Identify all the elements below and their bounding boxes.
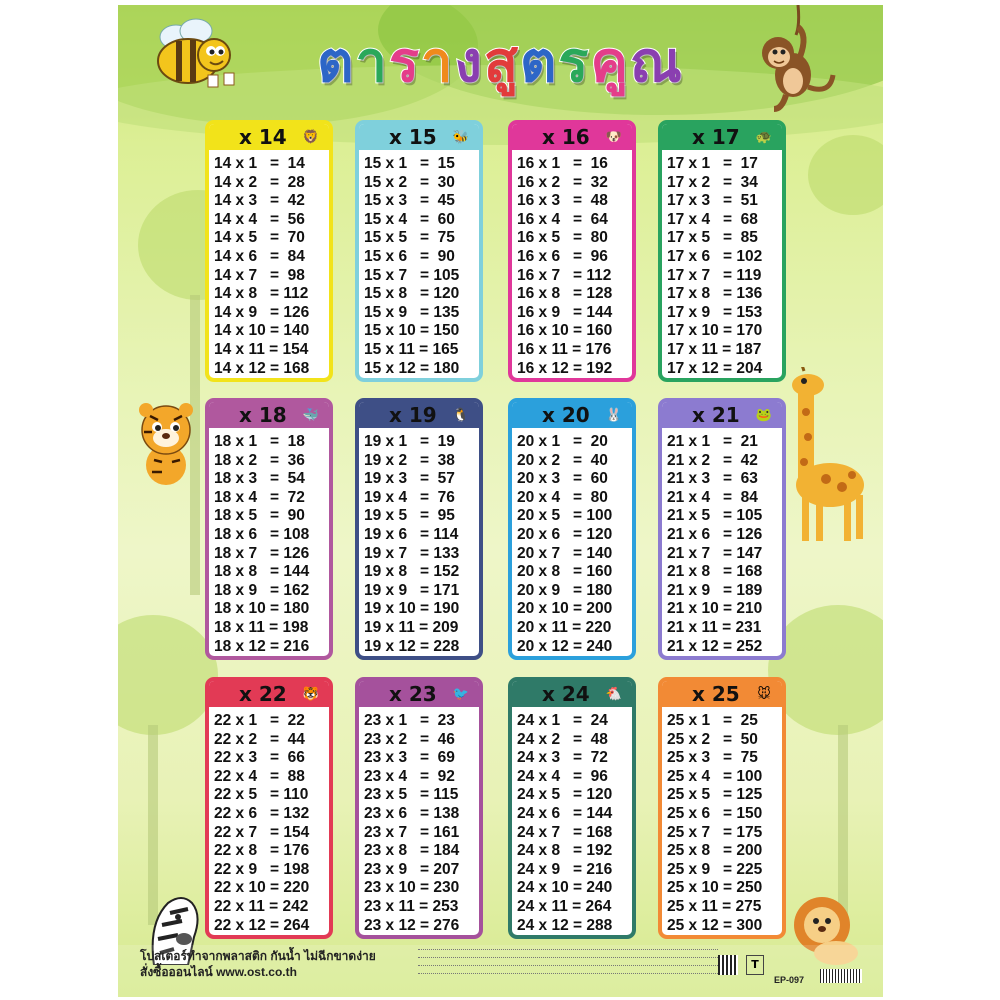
- times-table-row: 22 x 9 = 198: [214, 860, 310, 878]
- times-table-row: 16 x 6 = 96: [517, 247, 608, 265]
- times-table-row: 14 x 5 = 70: [214, 229, 305, 247]
- times-table-row: 22 x 7 = 154: [214, 823, 310, 841]
- times-table-row: 24 x 1 = 24: [517, 712, 608, 729]
- times-table-row: 15 x 12 = 180: [364, 359, 460, 377]
- times-table-row: 20 x 4 = 80: [517, 488, 608, 506]
- times-table-row: 18 x 10 = 180: [214, 600, 310, 618]
- times-table-row: 15 x 5 = 75: [364, 229, 455, 247]
- chicken-icon: 🐔: [605, 686, 623, 702]
- times-table-card: [508, 398, 636, 660]
- times-table-row: 18 x 9 = 162: [214, 581, 310, 599]
- times-table-row: 22 x 12 = 264: [214, 916, 310, 934]
- times-table-row: 17 x 12 = 204: [667, 359, 763, 377]
- times-table-row: 23 x 5 = 115: [364, 786, 459, 804]
- times-table-row: 20 x 3 = 60: [517, 470, 608, 488]
- times-table-row: 20 x 1 = 20: [517, 433, 608, 450]
- times-table-row: 19 x 5 = 95: [364, 507, 455, 525]
- title-glyph: คู: [590, 29, 630, 95]
- product-code: EP-097: [774, 975, 805, 985]
- times-table-row: 18 x 11 = 198: [214, 618, 309, 636]
- bee-icon: [148, 15, 258, 95]
- times-table-row: 16 x 2 = 32: [517, 173, 608, 191]
- times-table-row: 16 x 10 = 160: [517, 322, 613, 340]
- times-table-row: 19 x 10 = 190: [364, 600, 460, 618]
- times-table-row: 17 x 10 = 170: [667, 322, 763, 340]
- times-table-row: 14 x 7 = 98: [214, 266, 305, 284]
- background-tree: [808, 135, 883, 215]
- times-table-row: 20 x 12 = 240: [517, 637, 613, 655]
- times-table-row: 16 x 5 = 80: [517, 229, 608, 247]
- times-table-row: 19 x 3 = 57: [364, 470, 455, 488]
- times-table-row: 18 x 6 = 108: [214, 525, 310, 543]
- times-table-row: 17 x 4 = 68: [667, 210, 758, 228]
- times-table-card: [658, 677, 786, 939]
- times-table-row: 20 x 9 = 180: [517, 581, 613, 599]
- monkey-icon: [738, 5, 848, 115]
- times-table-row: 18 x 5 = 90: [214, 507, 305, 525]
- times-table-row: 14 x 11 = 154: [214, 340, 309, 358]
- times-table-row: 16 x 7 = 112: [517, 266, 612, 284]
- times-table-row: 23 x 11 = 253: [364, 897, 459, 915]
- times-table-row: 16 x 12 = 192: [517, 359, 613, 377]
- times-table-title: x 19: [389, 403, 437, 427]
- times-table-row: 23 x 10 = 230: [364, 879, 460, 897]
- times-table-row: 21 x 3 = 63: [667, 470, 758, 488]
- title-glyph: า: [421, 29, 455, 95]
- times-table-row: 16 x 4 = 64: [517, 210, 608, 228]
- times-table-row: 17 x 11 = 187: [667, 340, 762, 358]
- title-glyph: า: [355, 29, 389, 95]
- turtle-icon: 🐢: [755, 129, 773, 145]
- times-table-row: 20 x 8 = 160: [517, 563, 613, 581]
- times-table-row: 14 x 8 = 112: [214, 285, 309, 303]
- barcode-icon: [820, 969, 862, 983]
- times-table-card: [355, 677, 483, 939]
- footer-order-link[interactable]: สั่งซื้อออนไลน์ www.ost.co.th: [140, 965, 297, 979]
- times-table-row: 16 x 1 = 16: [517, 155, 608, 172]
- times-table-row: 22 x 1 = 22: [214, 712, 305, 729]
- times-table-header: [512, 402, 632, 428]
- times-table-card: [205, 398, 333, 660]
- times-table-row: 18 x 12 = 216: [214, 637, 310, 655]
- times-table-row: 21 x 12 = 252: [667, 637, 763, 655]
- times-table-row: 18 x 7 = 126: [214, 544, 310, 562]
- times-table-row: 21 x 1 = 21: [667, 433, 758, 450]
- times-table-row: 15 x 6 = 90: [364, 247, 455, 265]
- times-table-row: 15 x 10 = 150: [364, 322, 460, 340]
- tiger-icon: 🐯: [302, 686, 320, 702]
- times-table-row: 15 x 7 = 105: [364, 266, 460, 284]
- times-table-card: [205, 120, 333, 382]
- times-table-row: 19 x 7 = 133: [364, 544, 460, 562]
- times-table-row: 22 x 5 = 110: [214, 786, 309, 804]
- times-table-title: x 23: [389, 682, 437, 706]
- times-table-row: 17 x 8 = 136: [667, 285, 763, 303]
- times-table-row: 14 x 10 = 140: [214, 322, 310, 340]
- times-table-title: x 14: [239, 125, 287, 149]
- times-table-title: x 21: [692, 403, 740, 427]
- rabbit-icon: 🐰: [605, 407, 623, 423]
- times-table-row: 20 x 5 = 100: [517, 507, 613, 525]
- times-table-title: x 16: [542, 125, 590, 149]
- times-table-row: 17 x 1 = 17: [667, 155, 758, 172]
- times-table-row: 17 x 5 = 85: [667, 229, 758, 247]
- times-table-row: 16 x 8 = 128: [517, 285, 613, 303]
- times-table-row: 19 x 1 = 19: [364, 433, 455, 450]
- times-table-row: 25 x 12 = 300: [667, 916, 763, 934]
- poster: [118, 5, 883, 997]
- times-table-title: x 17: [692, 125, 740, 149]
- times-table-row: 15 x 1 = 15: [364, 155, 455, 172]
- times-table-row: 24 x 10 = 240: [517, 879, 613, 897]
- times-table-title: x 18: [239, 403, 287, 427]
- times-table-row: 25 x 5 = 125: [667, 786, 763, 804]
- times-table-row: 21 x 4 = 84: [667, 488, 758, 506]
- times-table-row: 18 x 4 = 72: [214, 488, 305, 506]
- times-table-row: 17 x 6 = 102: [667, 247, 763, 265]
- times-table-row: 24 x 9 = 216: [517, 860, 613, 878]
- times-table-header: [662, 681, 782, 707]
- times-table-row: 22 x 10 = 220: [214, 879, 310, 897]
- times-table-header: [359, 681, 479, 707]
- giraffe-icon: [786, 367, 872, 547]
- times-table-title: x 20: [542, 403, 590, 427]
- times-table-row: 14 x 12 = 168: [214, 359, 310, 377]
- times-table-row: 22 x 6 = 132: [214, 804, 310, 822]
- times-table-row: 17 x 2 = 34: [667, 173, 758, 191]
- times-table-row: 16 x 3 = 48: [517, 192, 608, 210]
- times-table-title: x 15: [389, 125, 437, 149]
- times-table-row: 23 x 6 = 138: [364, 804, 460, 822]
- times-table-row: 21 x 8 = 168: [667, 563, 763, 581]
- times-table-row: 19 x 8 = 152: [364, 563, 460, 581]
- times-table-row: 15 x 2 = 30: [364, 173, 455, 191]
- times-table-row: 19 x 6 = 114: [364, 525, 459, 543]
- times-table-row: 23 x 2 = 46: [364, 730, 455, 748]
- times-table-row: 24 x 2 = 48: [517, 730, 608, 748]
- times-table-row: 14 x 3 = 42: [214, 192, 305, 210]
- times-table-row: 14 x 4 = 56: [214, 210, 305, 228]
- times-table-row: 17 x 9 = 153: [667, 303, 763, 321]
- times-table-row: 20 x 10 = 200: [517, 600, 613, 618]
- times-table-row: 24 x 4 = 96: [517, 767, 608, 785]
- times-table-row: 25 x 2 = 50: [667, 730, 758, 748]
- times-table-row: 23 x 7 = 161: [364, 823, 460, 841]
- lion-icon: 🦁: [302, 129, 320, 145]
- times-table-row: 25 x 1 = 25: [667, 712, 758, 729]
- times-table-card: [658, 120, 786, 382]
- title-glyph: ร: [558, 29, 591, 95]
- times-table-row: 23 x 4 = 92: [364, 767, 455, 785]
- times-table-row: 20 x 2 = 40: [517, 451, 608, 469]
- times-table-row: 17 x 3 = 51: [667, 192, 758, 210]
- times-table-row: 18 x 8 = 144: [214, 563, 310, 581]
- background-tree-trunk: [838, 725, 848, 915]
- times-table-row: 25 x 10 = 250: [667, 879, 763, 897]
- times-table-row: 21 x 7 = 147: [667, 544, 763, 562]
- footer-note: โปสเตอร์ทำจากพลาสติก กันน้ำ ไม่ฉีกขาดง่าย: [140, 949, 376, 963]
- times-table-row: 24 x 6 = 144: [517, 804, 613, 822]
- times-table-row: 25 x 7 = 175: [667, 823, 763, 841]
- times-table-row: 20 x 6 = 120: [517, 525, 613, 543]
- times-table-row: 24 x 7 = 168: [517, 823, 613, 841]
- times-table-row: 23 x 1 = 23: [364, 712, 455, 729]
- times-table-row: 24 x 8 = 192: [517, 842, 613, 860]
- times-table-row: 18 x 1 = 18: [214, 433, 305, 450]
- times-table-row: 24 x 11 = 264: [517, 897, 612, 915]
- footer-fine-print: [418, 949, 718, 978]
- times-table-row: 18 x 3 = 54: [214, 470, 305, 488]
- whale-icon: 🐳: [302, 407, 320, 423]
- times-table-row: 21 x 6 = 126: [667, 525, 763, 543]
- background-tree: [118, 615, 218, 735]
- times-table-row: 14 x 9 = 126: [214, 303, 310, 321]
- times-table-row: 25 x 11 = 275: [667, 897, 762, 915]
- bee-icon: 🐝: [452, 129, 470, 145]
- title-glyph: ง: [454, 29, 484, 95]
- dog-icon: 🐶: [605, 129, 623, 145]
- times-table-row: 19 x 12 = 228: [364, 637, 460, 655]
- thailand-logo-icon: T: [746, 955, 764, 975]
- times-table-title: x 24: [542, 682, 590, 706]
- times-table-row: 14 x 1 = 14: [214, 155, 305, 172]
- times-table-card: [508, 120, 636, 382]
- times-table-row: 18 x 2 = 36: [214, 451, 305, 469]
- qr-code-icon: [718, 955, 738, 975]
- tiger-icon: [132, 400, 202, 490]
- footer: [118, 945, 883, 997]
- times-table-row: 23 x 8 = 184: [364, 842, 460, 860]
- times-table-header: [662, 124, 782, 150]
- times-table-row: 23 x 9 = 207: [364, 860, 460, 878]
- times-table-header: [512, 124, 632, 150]
- times-table-row: 21 x 2 = 42: [667, 451, 758, 469]
- times-table-row: 25 x 6 = 150: [667, 804, 763, 822]
- times-table-row: 24 x 3 = 72: [517, 749, 608, 767]
- times-table-row: 23 x 3 = 69: [364, 749, 455, 767]
- times-table-row: 16 x 11 = 176: [517, 340, 612, 358]
- times-table-row: 19 x 2 = 38: [364, 451, 455, 469]
- times-table-row: 25 x 9 = 225: [667, 860, 763, 878]
- times-table-row: 14 x 6 = 84: [214, 247, 305, 265]
- title-glyph: สู: [483, 29, 520, 95]
- penguin-icon: 🐧: [452, 407, 470, 423]
- title-glyph: ต: [520, 29, 559, 95]
- times-table-card: [205, 677, 333, 939]
- times-table-row: 22 x 3 = 66: [214, 749, 305, 767]
- times-table-row: 25 x 3 = 75: [667, 749, 758, 767]
- times-table-row: 16 x 9 = 144: [517, 303, 613, 321]
- times-table-row: 22 x 2 = 44: [214, 730, 305, 748]
- times-table-row: 22 x 8 = 176: [214, 842, 310, 860]
- times-table-row: 15 x 8 = 120: [364, 285, 460, 303]
- times-table-title: x 25: [692, 682, 740, 706]
- times-table-row: 21 x 10 = 210: [667, 600, 763, 618]
- times-table-row: 25 x 4 = 100: [667, 767, 763, 785]
- times-table-header: [209, 402, 329, 428]
- times-table-header: [662, 402, 782, 428]
- times-table-row: 19 x 11 = 209: [364, 618, 459, 636]
- times-table-row: 24 x 5 = 120: [517, 786, 613, 804]
- mouse-icon: 🐭: [757, 686, 771, 702]
- title-glyph: ต: [317, 29, 356, 95]
- times-table-card: [508, 677, 636, 939]
- times-table-header: [359, 124, 479, 150]
- times-table-row: 21 x 11 = 231: [667, 618, 762, 636]
- frog-icon: 🐸: [755, 407, 773, 423]
- title-glyph: ณ: [629, 29, 684, 95]
- times-table-row: 20 x 11 = 220: [517, 618, 612, 636]
- bird-icon: 🐦: [452, 686, 470, 702]
- times-table-header: [209, 681, 329, 707]
- times-table-row: 19 x 9 = 171: [364, 581, 460, 599]
- times-table-card: [355, 398, 483, 660]
- times-table-row: 15 x 3 = 45: [364, 192, 455, 210]
- times-table-header: [209, 124, 329, 150]
- times-table-row: 15 x 9 = 135: [364, 303, 460, 321]
- times-table-header: [512, 681, 632, 707]
- times-table-row: 14 x 2 = 28: [214, 173, 305, 191]
- title-glyph: ร: [388, 29, 422, 95]
- times-table-row: 21 x 5 = 105: [667, 507, 763, 525]
- times-table-row: 15 x 4 = 60: [364, 210, 455, 228]
- times-table-row: 19 x 4 = 76: [364, 488, 455, 506]
- times-table-card: [658, 398, 786, 660]
- times-table-row: 25 x 8 = 200: [667, 842, 763, 860]
- times-table-header: [359, 402, 479, 428]
- times-table-title: x 22: [239, 682, 287, 706]
- times-table-row: 24 x 12 = 288: [517, 916, 613, 934]
- times-table-row: 20 x 7 = 140: [517, 544, 613, 562]
- times-table-row: 21 x 9 = 189: [667, 581, 763, 599]
- times-table-row: 23 x 12 = 276: [364, 916, 460, 934]
- times-table-row: 22 x 11 = 242: [214, 897, 309, 915]
- times-table-row: 17 x 7 = 119: [667, 266, 762, 284]
- times-table-card: [355, 120, 483, 382]
- times-table-row: 15 x 11 = 165: [364, 340, 459, 358]
- times-table-row: 22 x 4 = 88: [214, 767, 305, 785]
